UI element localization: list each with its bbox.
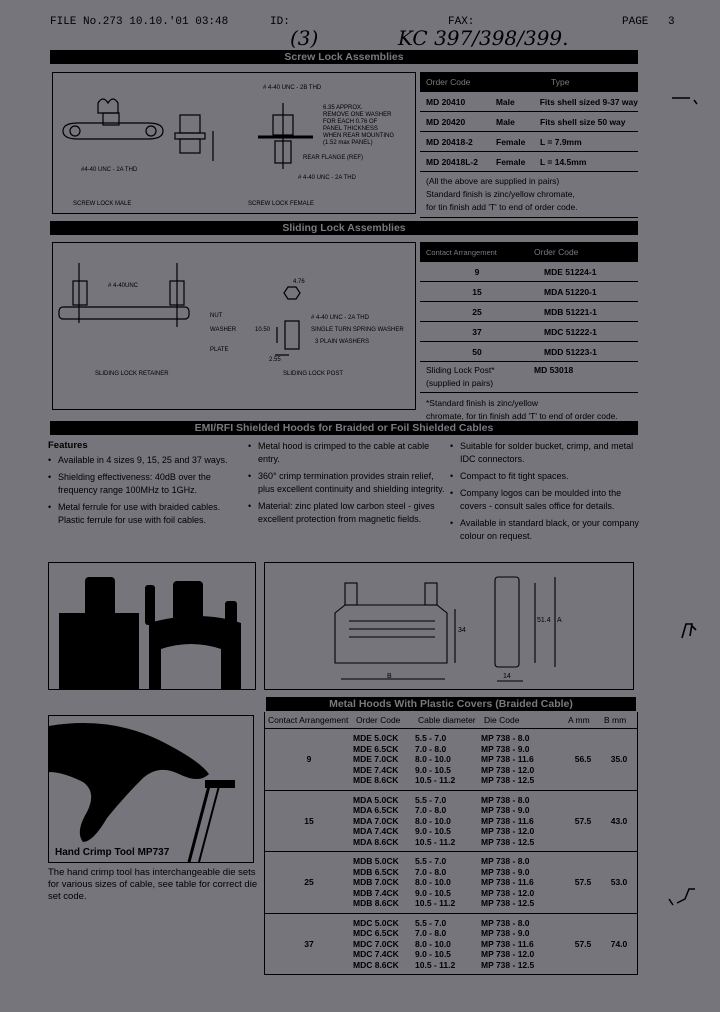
feature-item: • 360° crimp termination provides strain relief, plus excellent continuity and shielding integrity. <box>248 470 446 496</box>
table-row: MD 20418-2 Female L = 7.9mm <box>420 132 638 152</box>
caption-post: SLIDING LOCK POST <box>283 371 344 377</box>
hood-dimension-drawing <box>264 562 634 690</box>
table-notes: *Standard finish is zinc/yellow chromate, for tin finish add 'T' to end of order code. <box>426 398 618 421</box>
features-col-1 <box>48 440 244 531</box>
sliding-lock-table <box>420 242 638 427</box>
feature-item: • Shielding effectiveness: 40dB over the frequency range 100MHz to 1GHz. <box>48 471 244 497</box>
feature-item: • Material: zinc plated low carbon steel - gives excellent protection from magnetic fields. <box>248 500 446 526</box>
table-header: Contact Arrangement Order Code Cable diameter Die Code A mm B mm <box>265 712 637 729</box>
label-female-thread: # 4-40 UNC - 2A THD <box>298 175 356 181</box>
sliding-lock-diagram <box>52 242 416 410</box>
feature-item: • Metal hood is crimped to the cable at cable entry. <box>248 440 446 466</box>
table-row: 15 MDA 51220-1 <box>420 282 638 302</box>
caption-retainer: SLIDING LOCK RETAINER <box>95 371 169 377</box>
table-row: MD 20420 Male Fits shell size 50 way <box>420 112 638 132</box>
label-hex: 4.76 <box>293 279 305 285</box>
handwritten-note: KC 397/398/399. <box>398 26 569 50</box>
circled-annotation: (3) <box>290 26 319 50</box>
hand-crimp-tool-icon <box>49 716 253 862</box>
table-row: 25 MDB 51221-1 <box>420 302 638 322</box>
dim-34: 34 <box>458 627 466 634</box>
sliding-lock-post-row: Sliding Lock Post* (supplied in pairs) MD 53018 <box>420 362 638 393</box>
table-row: 9 MDE 51224-1 <box>420 262 638 282</box>
table-row-group: 15 MDA 5.0CK MDA 6.5CK MDA 7.0CK MDA 7.4CK MDA 8.6CK 5.5 - 7.0 7.0 - 8.0 8.0 - 10.0 9.0 - 10.5 10.5 - 11.2 MP 738 - 8.0 MP 738 - 9.0 MP 738 - 11.6 MP 738 - 12.0 MP 738 - 12.5 57.5 43.0 <box>265 791 637 853</box>
crimp-tool-description: The hand crimp tool has interchangeable die sets for various sizes of cable, see table for correct die set code. <box>48 867 258 902</box>
label-thread-top: # 4-40 UNC - 2B THD <box>263 85 322 91</box>
label-washer: WASHER <box>210 327 237 333</box>
table-row: MD 20418L-2 Female L = 14.5mm <box>420 152 638 172</box>
dim-b: B <box>387 673 392 680</box>
hood-outline-drawing-icon <box>265 563 633 689</box>
table-row: MD 20410 Male Fits shell sized 9-37 way <box>420 92 638 112</box>
dim-14: 14 <box>503 673 511 680</box>
connector-hood-photo-icon <box>49 563 255 689</box>
label-plain-washers: 3 PLAIN WASHERS <box>315 339 370 345</box>
metal-hoods-table <box>264 712 638 975</box>
table-row-group: 25 MDB 5.0CK MDB 6.5CK MDB 7.0CK MDB 7.4CK MDB 8.6CK 5.5 - 7.0 7.0 - 8.0 8.0 - 10.0 9.0 - 10.5 10.5 - 11.2 MP 738 - 8.0 MP 738 - 9.0 MP 738 - 11.6 MP 738 - 12.0 MP 738 - 12.5 57.5 53.0 <box>265 852 637 914</box>
table-row: 37 MDC 51222-1 <box>420 322 638 342</box>
feature-item: • Metal ferrule for use with braided cables. Plastic ferrule for use with foil cables. <box>48 501 244 527</box>
label-rear-flange: REAR FLANGE (REF) <box>303 155 364 161</box>
label-dim-width: 2.55 <box>269 357 281 363</box>
label-thread-left: # 4-40UNC <box>108 283 139 289</box>
features-col-3 <box>450 440 640 547</box>
sliding-lock-drawing-icon <box>53 243 415 409</box>
emi-rfi-title: EMI/RFI Shielded Hoods for Braided or Foil Shielded Cables <box>50 421 638 435</box>
caption-female: SCREW LOCK FEMALE <box>248 201 315 207</box>
features-heading: Features <box>48 440 88 451</box>
scan-mark-icon <box>665 885 705 915</box>
caption-male: SCREW LOCK MALE <box>73 201 132 207</box>
scan-mark-icon <box>670 90 710 120</box>
washer-note: 6.35 APPROX. REMOVE ONE WASHER FOR EACH 0.76 OF PANEL THICKNESS WHEN REAR MOUNTING (1.52 max PANEL) <box>323 105 394 146</box>
feature-item: • Suitable for solder bucket, crimp, and metal IDC connectors. <box>450 440 640 466</box>
fax-header <box>50 16 690 32</box>
label-male-thread: #4-40 UNC - 2A THD <box>81 167 138 173</box>
screw-lock-title: Screw Lock Assemblies <box>50 50 638 64</box>
table-header: Contact Arrangement Order Code <box>420 242 638 262</box>
dim-51-4: 51.4 <box>537 617 551 624</box>
scan-mark-icon <box>676 620 706 650</box>
crimp-tool-photo <box>48 715 254 863</box>
metal-hoods-title: Metal Hoods With Plastic Covers (Braided Cable) <box>266 697 636 711</box>
label-dim-height: 10.50 <box>255 327 271 333</box>
hood-photo <box>48 562 256 690</box>
screw-lock-table <box>420 72 638 218</box>
label-spring-washer: SINGLE TURN SPRING WASHER <box>311 327 404 333</box>
table-notes: (All the above are supplied in pairs) Standard finish is zinc/yellow chromate, for tin finish add 'T' to end of order code. <box>420 172 638 218</box>
page-number: 3 <box>668 16 675 28</box>
feature-item: • Company logos can be moulded into the covers - consult sales office for details. <box>450 487 640 513</box>
screw-lock-diagram <box>52 72 416 214</box>
feature-item: • Available in 4 sizes 9, 15, 25 and 37 ways. <box>48 454 244 467</box>
feature-item: • Available in standard black, or your company colour on request. <box>450 517 640 543</box>
table-header: Order Code Type <box>420 72 638 92</box>
feature-item: • Compact to fit tight spaces. <box>450 470 640 483</box>
dim-a: A <box>557 617 562 624</box>
page-label: PAGE <box>622 16 649 28</box>
table-row-group: 37 MDC 5.0CK MDC 6.5CK MDC 7.0CK MDC 7.4CK MDC 8.6CK 5.5 - 7.0 7.0 - 8.0 8.0 - 10.0 9.0 - 10.5 10.5 - 11.2 MP 738 - 8.0 MP 738 - 9.0 MP 738 - 11.6 MP 738 - 12.0 MP 738 - 12.5 57.5 74.0 <box>265 914 637 976</box>
label-post-thread: # 4-40 UNC - 2A THD <box>311 315 369 321</box>
label-nut: NUT <box>210 313 223 319</box>
fax-id-label: ID: <box>270 16 290 28</box>
sliding-lock-title: Sliding Lock Assemblies <box>50 221 638 235</box>
label-plate: PLATE <box>210 347 229 353</box>
table-row-group: 9 MDE 5.0CK MDE 6.5CK MDE 7.0CK MDE 7.4CK MDE 8.6CK 5.5 - 7.0 7.0 - 8.0 8.0 - 10.0 9.0 - 10.5 10.5 - 11.2 MP 738 - 8.0 MP 738 - 9.0 MP 738 - 11.6 MP 738 - 12.0 MP 738 - 12.5 56.5 35.0 <box>265 729 637 791</box>
features-col-2 <box>248 440 446 530</box>
fax-file-info: FILE No.273 10.10.'01 03:48 <box>50 16 229 28</box>
table-row: 50 MDD 51223-1 <box>420 342 638 362</box>
fax-label: FAX: <box>448 16 475 28</box>
crimp-tool-caption: Hand Crimp Tool MP737 <box>55 847 170 858</box>
